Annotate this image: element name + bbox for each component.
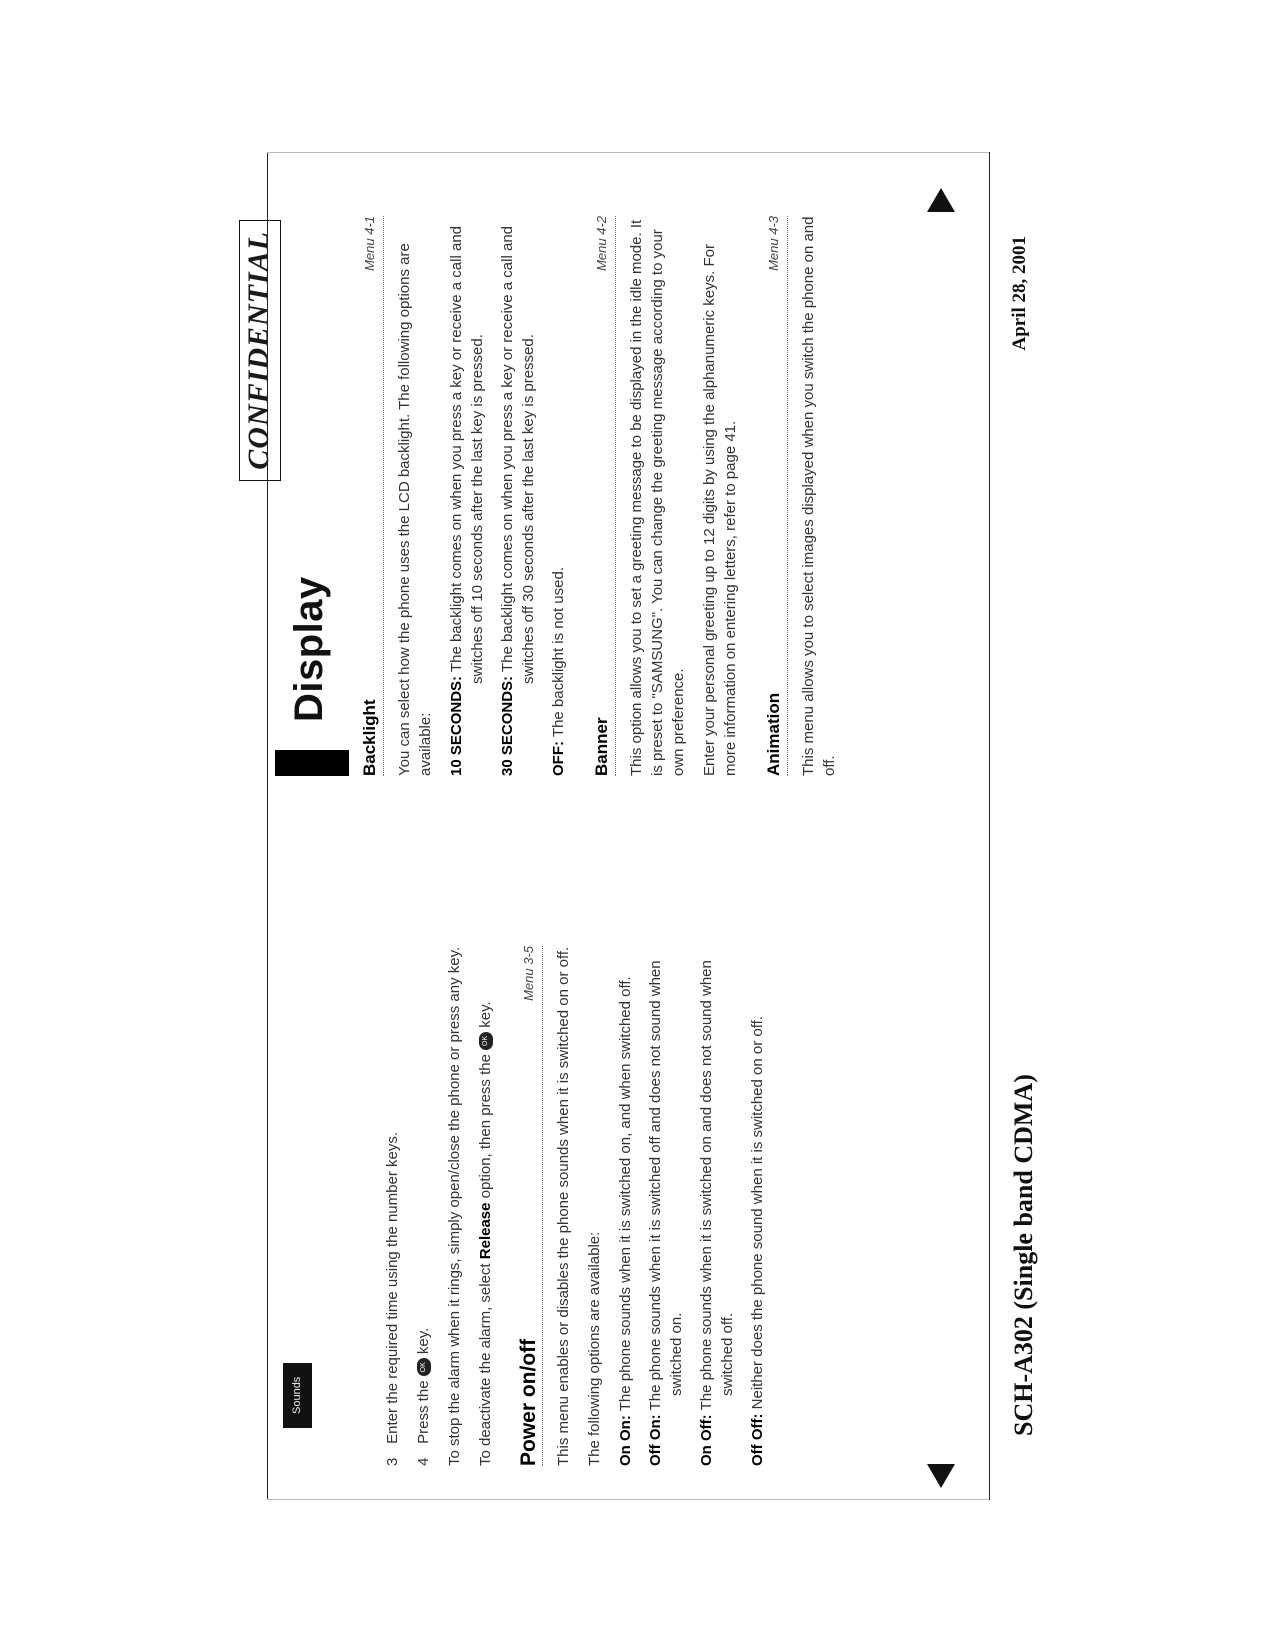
ok-key-icon: OK: [479, 1031, 493, 1049]
page-title: Display: [286, 575, 331, 722]
left-page: [275, 946, 975, 1466]
banner-menu-ref: Menu 4-2: [593, 215, 609, 271]
animation-section-header: [763, 216, 788, 776]
footer-date: April 28, 2001: [1008, 235, 1030, 351]
power-section-header: [518, 946, 543, 1466]
animation-description: This menu allows you to select images displayed when you switch the phone on and off.: [799, 216, 838, 776]
power-menu-ref: Menu 3-5: [520, 945, 536, 1001]
power-options-intro: The following options are available:: [585, 1231, 603, 1466]
power-option-on-on: On On: The phone sounds when it is switched on, and when switched off.: [616, 975, 634, 1466]
stop-alarm-text: To stop the alarm when it rings, simply open/close the phone or press any key.: [445, 946, 463, 1466]
banner-description-1: This option allows you to set a greeting message to be displayed in the idle mode. It is preset to "SAMSUNG". You can change the greeting message according to your own preference.: [627, 219, 687, 776]
banner-section-header: [591, 216, 616, 776]
frame-top-rule: [267, 152, 268, 1500]
backlight-option-10: 10 SECONDS: The backlight comes on when you press a key or receive a call and switches off 10 seconds after the last key is pressed.: [447, 225, 486, 776]
frame-left-rule: [267, 1499, 989, 1500]
right-page: [275, 216, 975, 776]
backlight-menu-ref: Menu 4-1: [361, 215, 377, 271]
step-4: 4 Press the OK key.: [414, 1327, 432, 1466]
next-page-arrow-icon[interactable]: [927, 188, 955, 212]
backlight-option-30: 30 SECONDS: The backlight comes on when you press a key or receive a call and switches off 30 seconds after the last key is pressed.: [498, 225, 537, 776]
footer-model: SCH-A302 (Single band CDMA): [1008, 1073, 1038, 1436]
animation-title: Animation: [763, 692, 783, 776]
step-3: 3 Enter the required time using the number keys.: [383, 1131, 401, 1466]
display-heading: [275, 216, 351, 776]
backlight-title: Backlight: [359, 698, 379, 776]
banner-description-2: Enter your personal greeting up to 12 digits by using the alphanumeric keys. For more information on entering letters, refer to page 41.: [700, 243, 739, 776]
backlight-section-header: [359, 216, 384, 776]
section-tab: Sounds: [283, 1362, 312, 1427]
deactivate-alarm-text: To deactivate the alarm, select Release option, then press the OK key.: [476, 1000, 494, 1466]
power-description: This menu enables or disables the phone sounds when it is switched on or off.: [554, 946, 572, 1466]
frame-right-rule: [267, 152, 989, 153]
animation-menu-ref: Menu 4-3: [765, 215, 781, 271]
power-option-off-on: Off On: The phone sounds when it is switched off and does not sound when switched on.: [646, 959, 685, 1466]
ok-key-icon: OK: [417, 1358, 431, 1376]
chapter-marker: [275, 750, 349, 776]
power-title: Power on/off: [516, 1338, 540, 1466]
banner-title: Banner: [591, 716, 611, 776]
power-option-off-off: Off Off: Neither does the phone sound when it is switched on or off.: [748, 1015, 766, 1466]
document-page: [209, 146, 1069, 1506]
confidential-stamp: CONFIDENTIAL: [239, 220, 281, 481]
power-option-on-off: On Off: The phone sounds when it is switched on and does not sound when switched off.: [697, 959, 736, 1466]
backlight-option-off: OFF: The backlight is not used.: [549, 566, 567, 776]
frame-bottom-rule: [989, 152, 990, 1500]
backlight-description: You can select how the phone uses the LCD backlight. The following options are available:: [395, 242, 434, 776]
prev-page-arrow-icon[interactable]: [927, 1464, 955, 1488]
